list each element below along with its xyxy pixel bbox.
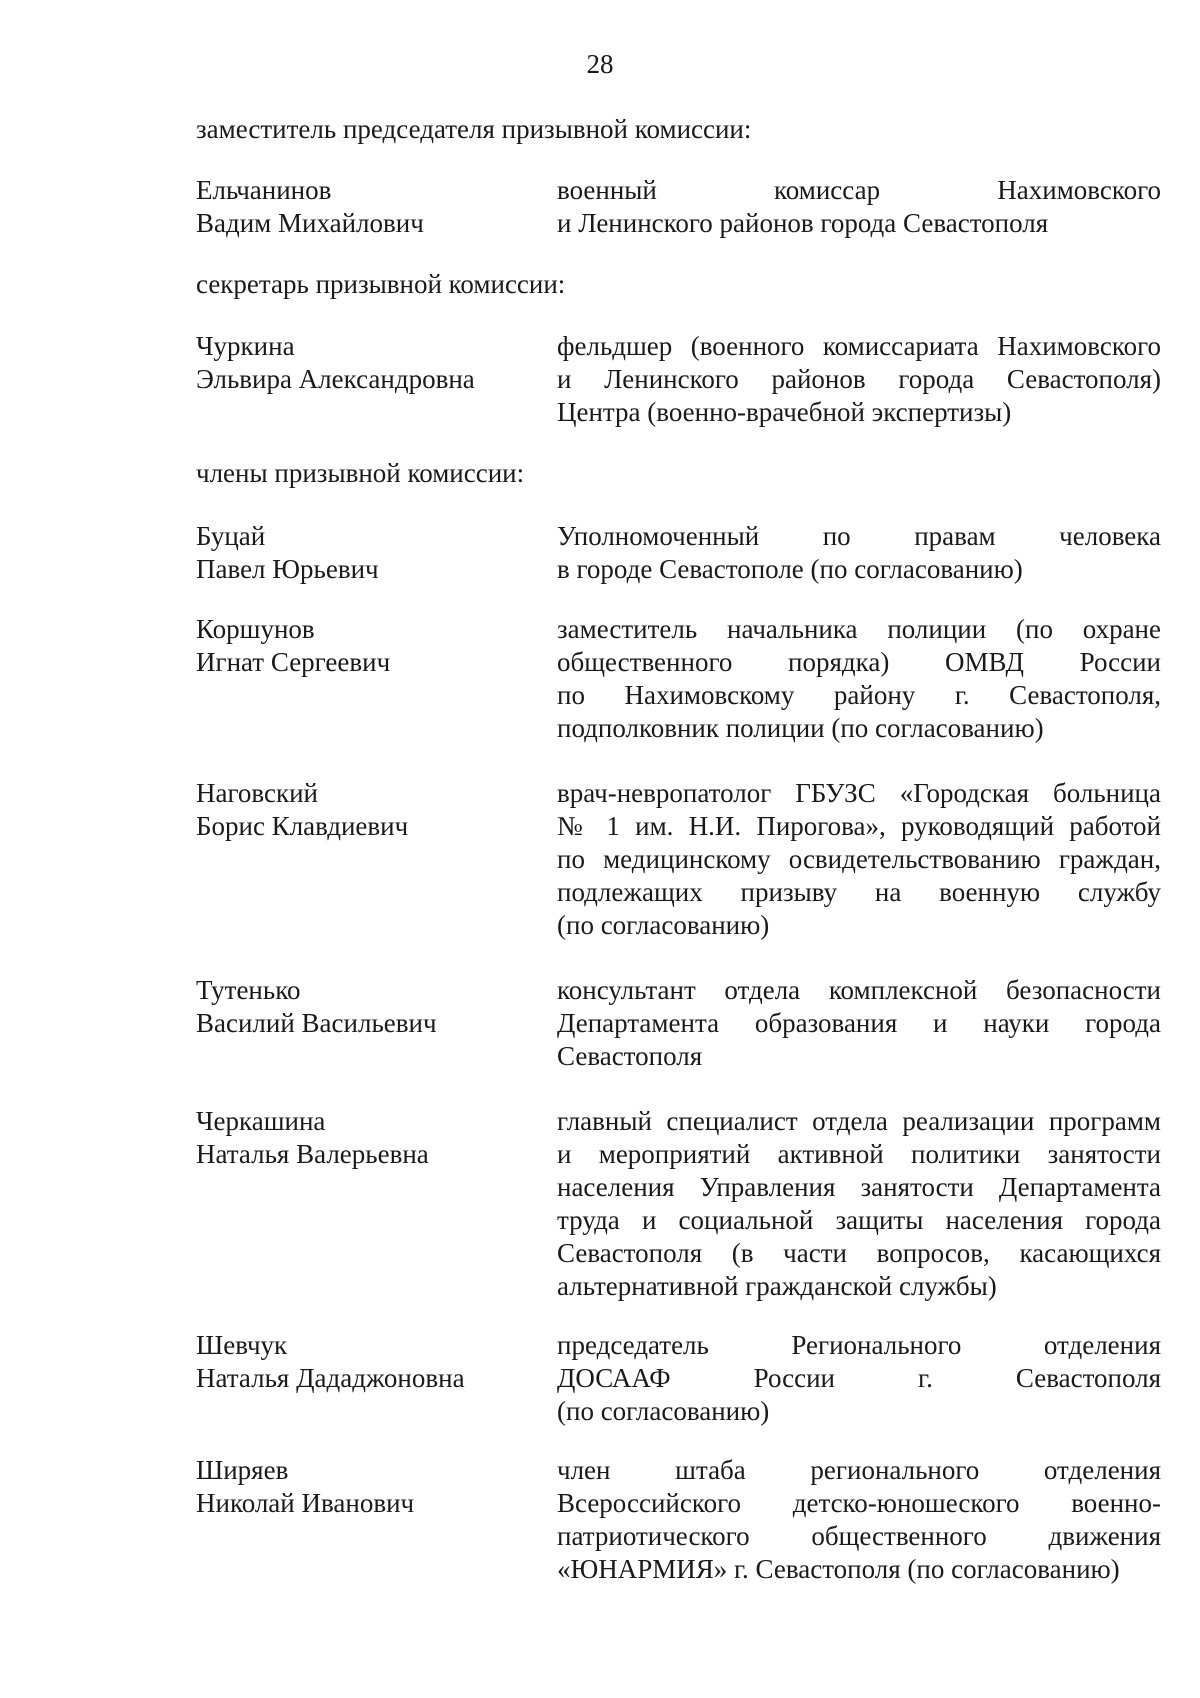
role-line: (по согласованию): [557, 1396, 770, 1426]
role-line: населения Управления занятости Департамента: [557, 1172, 1161, 1202]
deputy-heading: заместитель председателя призывной комиссии:: [196, 114, 752, 144]
role-line: и Ленинского районов города Севастополя: [557, 208, 1049, 238]
surname: Буцай: [196, 521, 266, 551]
role-line: подлежащих призыву на военную службу: [557, 877, 1161, 907]
position-description: [557, 613, 1161, 745]
role-line: член штаба регионального отделения: [557, 1455, 1161, 1485]
role-line: (по согласованию): [557, 910, 770, 940]
surname: Тутенько: [196, 975, 301, 1005]
given-names: Игнат Сергеевич: [196, 647, 391, 677]
surname: Чуркина: [196, 331, 295, 361]
role-line: патриотического общественного движения: [557, 1521, 1161, 1551]
position-description: [557, 777, 1161, 942]
given-names: Борис Клавдиевич: [196, 811, 409, 841]
page-number: 28: [586, 49, 614, 79]
role-line: по медицинскому освидетельствованию граждан,: [557, 844, 1161, 874]
surname: Ширяев: [196, 1455, 289, 1485]
position-description: [557, 1454, 1161, 1586]
person-name: [196, 777, 546, 843]
position-description: [557, 1329, 1161, 1428]
surname: Наговский: [196, 778, 318, 808]
person-name: [196, 1105, 546, 1171]
role-line: и мероприятий активной политики занятости: [557, 1139, 1161, 1169]
role-line: Департамента образования и науки города: [557, 1008, 1161, 1038]
role-line: военный комиссар Нахимовского: [557, 175, 1161, 205]
surname: Черкашина: [196, 1106, 326, 1136]
person-name: [196, 1329, 546, 1395]
role-line: подполковник полиции (по согласованию): [557, 713, 1044, 743]
given-names: Василий Васильевич: [196, 1008, 437, 1038]
surname: Шевчук: [196, 1330, 288, 1360]
role-line: председатель Регионального отделения: [557, 1330, 1161, 1360]
given-names: Наталья Валерьевна: [196, 1139, 429, 1169]
role-line: № 1 им. Н.И. Пирогова», руководящий работой: [557, 811, 1161, 841]
given-names: Николай Иванович: [196, 1488, 415, 1518]
role-line: общественного порядка) ОМВД России: [557, 647, 1161, 677]
role-line: заместитель начальника полиции (по охране: [557, 614, 1161, 644]
role-line: врач-невропатолог ГБУЗС «Городская больница: [557, 778, 1161, 808]
role-line: Севастополя (в части вопросов, касающихся: [557, 1238, 1161, 1268]
role-line: главный специалист отдела реализации программ: [557, 1106, 1161, 1136]
given-names: Эльвира Александровна: [196, 364, 475, 394]
surname: Ельчанинов: [196, 175, 332, 205]
person-name: [196, 974, 546, 1040]
role-line: Всероссийского детско-юношеского военно-: [557, 1488, 1161, 1518]
role-line: Центра (военно-врачебной экспертизы): [557, 397, 1012, 427]
given-names: Наталья Дададжоновна: [196, 1363, 465, 1393]
role-line: по Нахимовскому району г. Севастополя,: [557, 680, 1161, 710]
secretary-heading: секретарь призывной комиссии:: [196, 269, 566, 299]
position-description: [557, 974, 1161, 1073]
role-line: альтернативной гражданской службы): [557, 1271, 997, 1301]
person-name: [196, 613, 546, 679]
given-names: Вадим Михайлович: [196, 208, 424, 238]
person-name: [196, 1454, 546, 1520]
given-names: Павел Юрьевич: [196, 554, 379, 584]
role-line: консультант отдела комплексной безопасности: [557, 975, 1161, 1005]
role-line: Севастополя: [557, 1041, 703, 1071]
role-line: Уполномоченный по правам человека: [557, 521, 1161, 551]
person-name: [196, 174, 546, 240]
members-heading: члены призывной комиссии:: [196, 458, 525, 488]
role-line: «ЮНАРМИЯ» г. Севастополя (по согласованию): [557, 1554, 1120, 1584]
role-line: и Ленинского районов города Севастополя): [557, 364, 1161, 394]
role-line: труда и социальной защиты населения города: [557, 1205, 1161, 1235]
person-name: [196, 520, 546, 586]
surname: Коршунов: [196, 614, 315, 644]
role-line: фельдшер (военного комиссариата Нахимовского: [557, 331, 1161, 361]
role-line: ДОСААФ России г. Севастополя: [557, 1363, 1161, 1393]
position-description: [557, 1105, 1161, 1303]
position-description: [557, 174, 1161, 240]
position-description: [557, 520, 1161, 586]
person-name: [196, 330, 546, 396]
role-line: в городе Севастополе (по согласованию): [557, 554, 1023, 584]
position-description: [557, 330, 1161, 429]
